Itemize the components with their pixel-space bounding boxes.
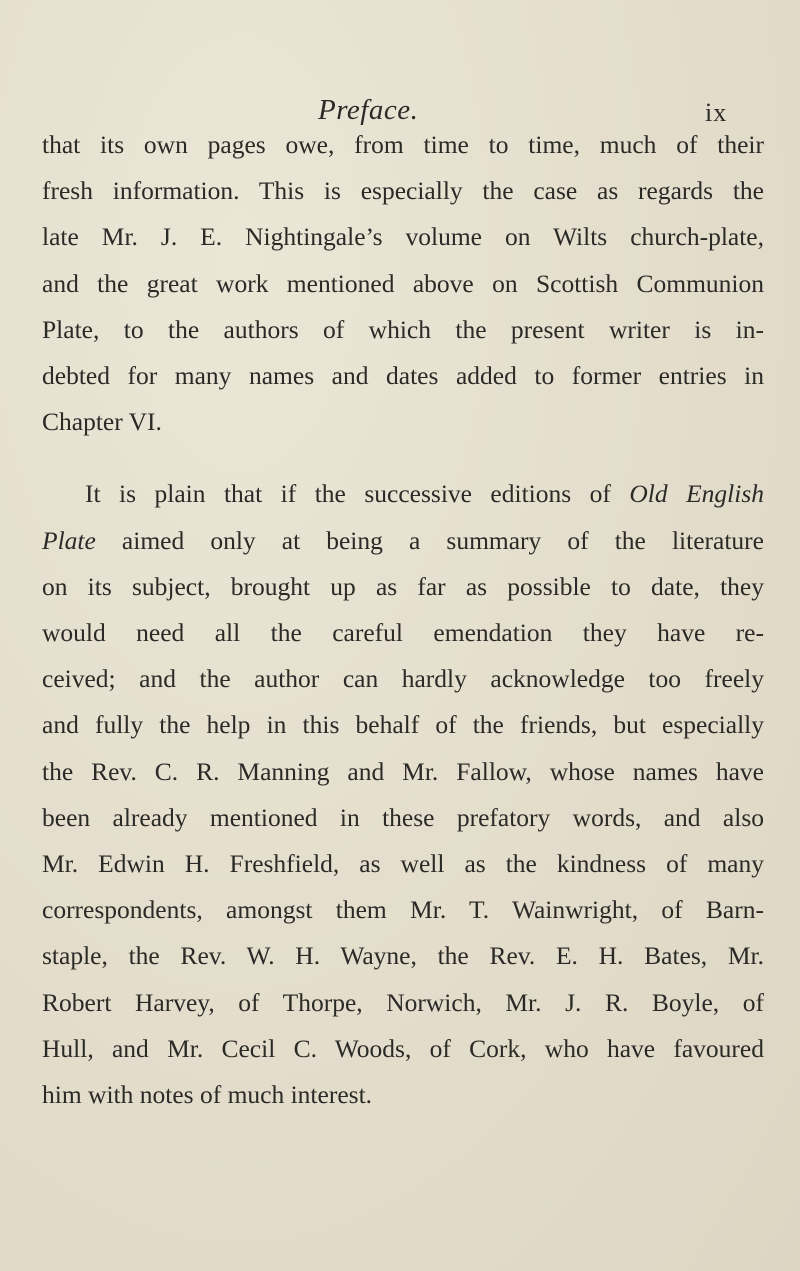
text-line: been already mentioned in these prefatory words, and also xyxy=(42,802,764,832)
text-line: correspondents, amongst them Mr. T. Wainwright, of Barn- xyxy=(42,895,764,925)
text-line: late Mr. J. E. Nightingale’s volume on Wilts church-plate, xyxy=(42,222,764,252)
text-line: Mr. Edwin H. Freshfield, as well as the kindness of many xyxy=(42,849,764,878)
text-line: him with notes of much interest. xyxy=(42,1080,373,1109)
text-line: ceived; and the author can hardly acknowledge too freely xyxy=(42,664,764,694)
text-line: that its own pages owe, from time to time, much of their xyxy=(42,130,764,159)
book-title-italic: Plate xyxy=(42,525,96,555)
text-line: would need all the careful emendation they have re- xyxy=(42,618,764,647)
text-segment: It is plain that if the successive editions of xyxy=(85,479,611,509)
text-line: and the great work mentioned above on Scottish Communion xyxy=(42,268,764,298)
text-line: and fully the help in this behalf of the friends, but especially xyxy=(42,710,764,740)
text-line: debted for many names and dates added to former entries in xyxy=(42,361,764,390)
text-line: on its subject, brought up as far as possible to date, they xyxy=(42,571,764,601)
text-line: fresh information. This is especially the case as regards the xyxy=(42,176,764,206)
running-title: Preface. xyxy=(318,94,419,126)
final-paragraph xyxy=(42,0,764,1271)
text-line: the Rev. C. R. Manning and Mr. Fallow, whose names have xyxy=(42,756,764,786)
text-line: Chapter VI. xyxy=(42,407,162,437)
text-line: Plate, to the authors of which the present writer is in- xyxy=(42,314,764,344)
text-line: Hull, and Mr. Cecil C. Woods, of Cork, who have favoured xyxy=(42,1033,764,1063)
book-title-italic: Old English xyxy=(629,479,765,509)
text-line: staple, the Rev. W. H. Wayne, the Rev. E. H. Bates, Mr. xyxy=(42,941,764,971)
text-segment: aimed only at being a summary of the literature xyxy=(121,525,764,555)
page-number: ix xyxy=(705,98,728,127)
text-line: Robert Harvey, of Thorpe, Norwich, Mr. J. R. Boyle, of xyxy=(42,987,764,1017)
